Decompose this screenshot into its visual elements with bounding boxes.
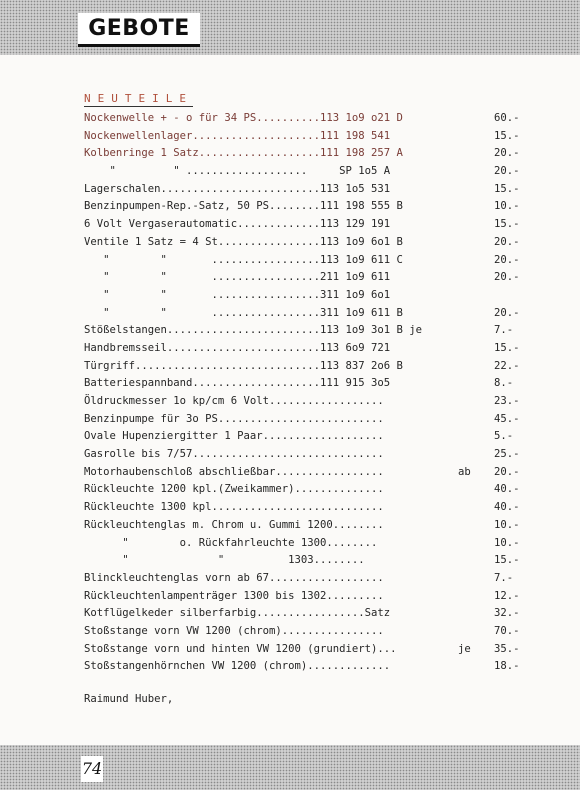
list-item (0, 340, 580, 358)
item-description: Nockenwellenlager....................111 198 541 (84, 129, 391, 142)
item-description: 6 Volt Vergaserautomatic.............113 129 191 (84, 218, 391, 231)
item-description: Motorhaubenschloß abschließbar................. (84, 465, 384, 478)
item-price: 10.- (494, 200, 520, 213)
item-description: Blinckleuchtenglas vorn ab 67.................. (84, 571, 384, 584)
list-item (0, 552, 580, 570)
list-item (0, 110, 580, 128)
item-price: 35.- (494, 642, 520, 655)
item-description: " " 1303........ (84, 554, 365, 567)
item-price: 40.- (494, 483, 520, 496)
item-description: Rückleuchte 1300 kpl........................... (84, 501, 384, 514)
item-price: 20.- (494, 235, 520, 248)
item-price: 22.- (494, 359, 520, 372)
item-description: Kolbenringe 1 Satz...................111 198 257 A (84, 147, 403, 160)
list-item (0, 658, 580, 676)
item-price: 70.- (494, 624, 520, 637)
item-description: " " .................311 1o9 6o1 (84, 288, 391, 301)
list-item (0, 375, 580, 393)
item-description: Öldruckmesser 1o kp/cm 6 Volt.................. (84, 395, 384, 407)
parts-list (0, 110, 580, 676)
item-price: 15.- (494, 341, 520, 354)
item-price: 20.- (494, 306, 520, 319)
list-item (0, 446, 580, 464)
item-description: Rückleuchtenlampenträger 1300 bis 1302......... (84, 589, 384, 602)
item-description: Stoßstange vorn VW 1200 (chrom)................ (84, 624, 384, 637)
item-price: 20.- (494, 165, 520, 178)
list-item (0, 535, 580, 553)
list-item (0, 499, 580, 517)
list-item (0, 305, 580, 323)
item-description: Gasrolle bis 7/57.............................. (84, 448, 384, 461)
item-price: 60.- (494, 112, 520, 124)
item-price: 5.- (494, 430, 514, 443)
item-description: Stößelstangen........................113 1o9 3o1 B je (84, 324, 423, 337)
item-description: " " .................113 1o9 611 C (84, 253, 403, 266)
list-item (0, 163, 580, 181)
list-item (0, 287, 580, 305)
list-item (0, 234, 580, 252)
page-title: GEBOTE (88, 16, 190, 41)
list-item (0, 464, 580, 482)
item-description: Lagerschalen.........................113 1o5 531 (84, 182, 391, 195)
item-qualifier: ab (458, 465, 471, 478)
list-item (0, 216, 580, 234)
page-number: 74 (81, 759, 103, 778)
list-item (0, 269, 580, 287)
item-price: 25.- (494, 448, 520, 461)
item-price: 7.- (494, 324, 514, 337)
item-description: " " .................311 1o9 611 B (84, 306, 403, 319)
signature: Raimund Huber, (84, 693, 174, 705)
item-description: " " .................211 1o9 611 (84, 271, 391, 284)
item-description: Ventile 1 Satz = 4 St................113 1o9 6o1 B (84, 235, 403, 248)
item-price: 15.- (494, 182, 520, 195)
item-price: 15.- (494, 218, 520, 231)
item-price: 20.- (494, 253, 520, 266)
list-item (0, 358, 580, 376)
list-item (0, 570, 580, 588)
item-description: Batteriespannband....................111 915 3o5 (84, 377, 391, 390)
item-price: 8.- (494, 377, 514, 390)
item-price: 18.- (494, 660, 520, 673)
list-item (0, 641, 580, 659)
item-price: 20.- (494, 271, 520, 284)
list-item (0, 605, 580, 623)
item-description: Benzinpumpe für 3o PS.......................... (84, 412, 384, 425)
item-price: 15.- (494, 129, 520, 142)
item-description: Stoßstange vorn und hinten VW 1200 (grundiert)... (84, 642, 397, 655)
list-item (0, 145, 580, 163)
list-item (0, 588, 580, 606)
item-price: 40.- (494, 501, 520, 514)
title-box (78, 13, 200, 47)
item-description: Rückleuchte 1200 kpl.(Zweikammer).............. (84, 483, 384, 496)
list-item (0, 181, 580, 199)
list-item (0, 322, 580, 340)
list-item (0, 252, 580, 270)
list-item (0, 481, 580, 499)
item-price: 20.- (494, 147, 520, 160)
item-price: 10.- (494, 536, 520, 549)
item-description: Handbremsseil........................113 6o9 721 (84, 341, 391, 354)
item-price: 23.- (494, 395, 520, 407)
item-description: Stoßstangenhörnchen VW 1200 (chrom)............. (84, 660, 391, 673)
list-item (0, 411, 580, 429)
item-qualifier: je (458, 642, 471, 655)
list-item (0, 517, 580, 535)
item-description: " " ................... SP 1o5 A (84, 165, 391, 178)
item-description: Nockenwelle + - o für 34 PS..........113 1o9 o21 D (84, 112, 403, 124)
item-description: Kotflügelkeder silberfarbig.................Satz (84, 607, 391, 620)
list-item (0, 128, 580, 146)
item-price: 10.- (494, 518, 520, 531)
item-description: " o. Rückfahrleuchte 1300........ (84, 536, 378, 549)
list-item (0, 198, 580, 216)
item-price: 20.- (494, 465, 520, 478)
item-description: Benzinpumpen-Rep.-Satz, 50 PS........111 198 555 B (84, 200, 403, 213)
page-number-box (81, 756, 103, 782)
section-heading: NEUTEILE (84, 92, 193, 105)
list-item (0, 623, 580, 641)
list-item (0, 393, 580, 411)
item-description: Ovale Hupenziergitter 1 Paar................... (84, 430, 384, 443)
item-price: 45.- (494, 412, 520, 425)
item-price: 7.- (494, 571, 514, 584)
item-price: 15.- (494, 554, 520, 567)
item-description: Rückleuchtenglas m. Chrom u. Gummi 1200........ (84, 518, 384, 531)
item-price: 12.- (494, 589, 520, 602)
item-description: Türgriff.............................113 837 2o6 B (84, 359, 403, 372)
list-item (0, 428, 580, 446)
item-price: 32.- (494, 607, 520, 620)
